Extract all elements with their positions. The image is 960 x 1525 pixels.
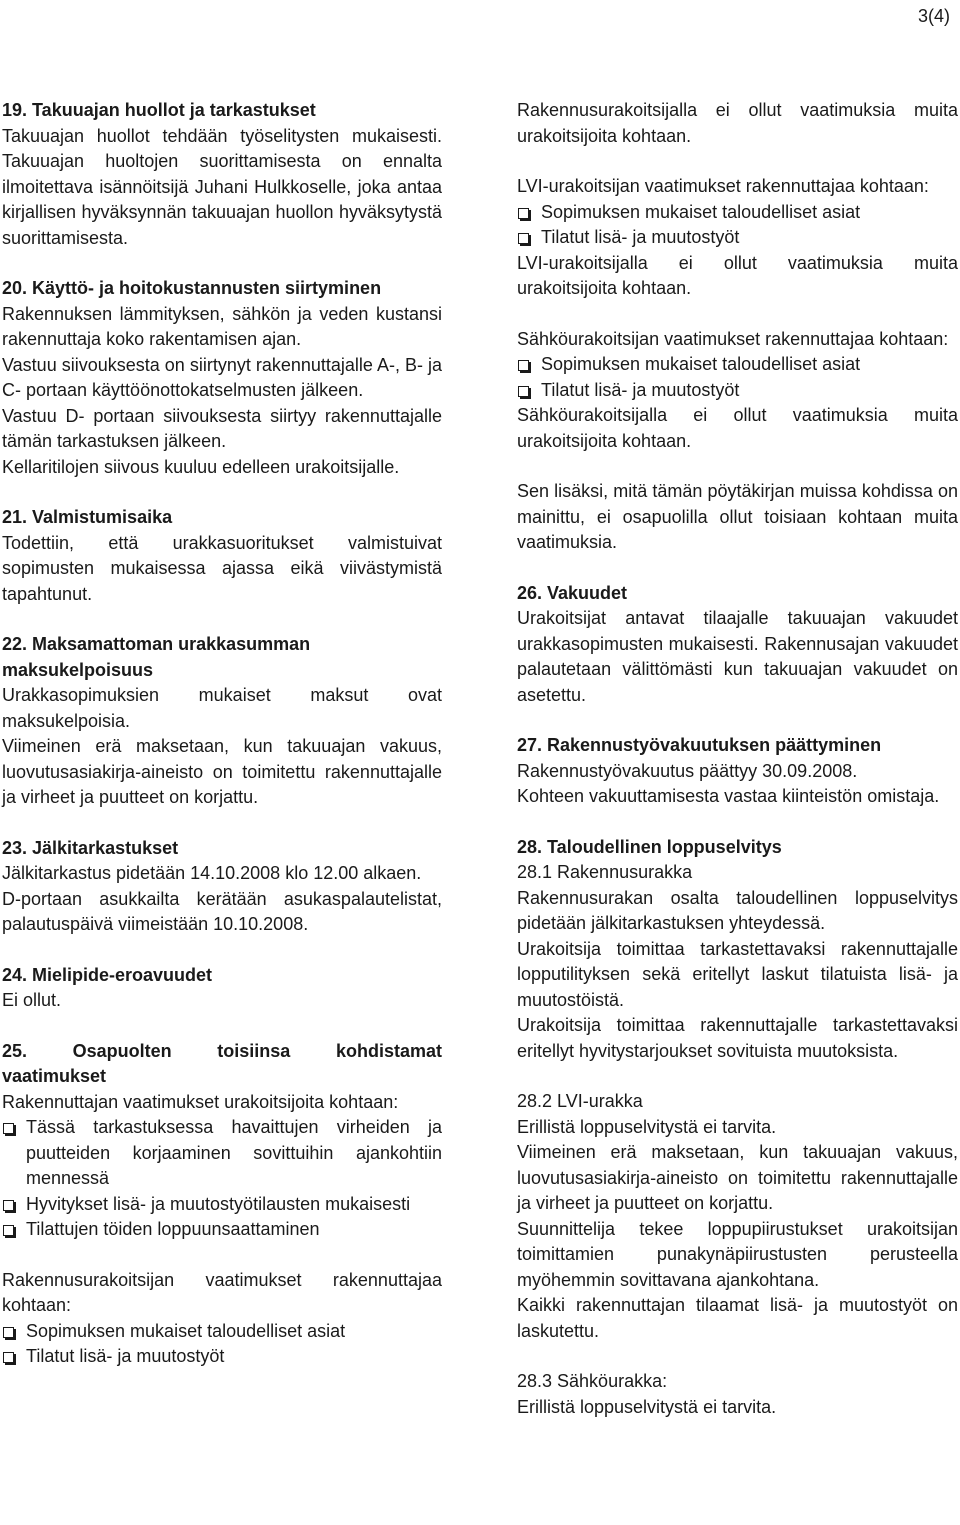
section-27-p1: Rakennustyövakuutus päättyy 30.09.2008.: [517, 760, 858, 781]
rakennusurakoitsija-note: Rakennusurakoitsijalla ei ollut vaatimuksia muita urakoitsijoita kohtaan.: [517, 100, 958, 146]
checkbox-item: Tilatut lisä- ja muutostyöt: [517, 378, 958, 404]
section-20-heading: 20. Käyttö- ja hoitokustannusten siirtyminen: [2, 278, 382, 298]
section-28-2-p2: Viimeinen erä maksetaan, kun takuuajan vakuus, luovutusasiakirja-aineisto on toimitettu rakennuttajalle ja virheet ja puutteet on korjattu.: [517, 1142, 958, 1213]
section-25-heading-line2: vaatimukset: [2, 1066, 107, 1086]
section-21-heading: 21. Valmistumisaika: [2, 507, 173, 527]
page-number: 3(4): [917, 6, 950, 26]
sahko-note: Sähköurakoitsijalla ei ollut vaatimuksia muita urakoitsijoita kohtaan.: [517, 405, 958, 451]
section-22-p1: Urakkasopimuksien mukaiset maksut ovat maksukelpoisia.: [2, 685, 442, 731]
section-27-p2: Kohteen vakuuttamisesta vastaa kiinteistön omistaja.: [517, 786, 940, 806]
section-24-heading: 24. Mielipide-eroavuudet: [2, 964, 213, 985]
checkbox-item: Tässä tarkastuksessa havaittujen virheiden ja puutteiden korjaaminen sovittuihin ajankohtiin mennessä: [2, 1115, 442, 1192]
section-20-p2: Vastuu siivouksesta on siirtynyt rakennuttajalle A-, B- ja C- portaan käyttöönottokatselmusten jälkeen.: [2, 354, 442, 400]
section-19-body: Takuuajan huollot tehdään työselitysten mukaisesti. Takuuajan huoltojen suorittamisesta on ennalta ilmoitettava isännöitsijä Juhani Hulkkoselle, joka antaa kirjallisen hyväksynnän takuuajan huollon hyväksytystä suorittamisesta.: [2, 125, 442, 248]
section-24-body: Ei ollut.: [2, 990, 62, 1010]
section-22-p2: Viimeinen erä maksetaan, kun takuuajan vakuus, luovutusasiakirja-aineisto on toimitettu rakennuttajalle ja virheet ja puutteet on korjattu.: [2, 736, 442, 807]
section-28-1-p3: Urakoitsija toimittaa rakennuttajalle tarkastettavaksi eritellyt hyvitystarjoukset sovituista muutoksista.: [517, 1015, 958, 1061]
checkbox-item: Sopimuksen mukaiset taloudelliset asiat: [2, 1319, 442, 1345]
section-20-p1: Rakennuksen lämmityksen, sähkön ja veden kustansi rakennuttaja koko rakentamisen ajan.: [2, 303, 442, 349]
section-27-heading: 27. Rakennustyövakuutuksen päättyminen: [517, 735, 882, 755]
section-19-heading: 19. Takuuajan huollot ja tarkastukset: [2, 100, 316, 120]
section-25-heading-w1: Osapuolten: [72, 1040, 172, 1061]
rakennusurakoitsija-intro: Rakennusurakoitsijan vaatimukset rakennuttajaa kohtaan:: [2, 1269, 442, 1315]
section-26-body: Urakoitsijat antavat tilaajalle takuuajan vakuudet urakkasopimusten mukaisesti. Rakennusajan vakuudet palautetaan välittömästi kun takuuajan vakuudet on asetettu.: [517, 608, 958, 705]
lvi-intro: LVI-urakoitsijan vaatimukset rakennuttajaa kohtaan:: [517, 176, 929, 196]
left-column: [2, 98, 442, 1370]
section-23-p1: Jälkitarkastus pidetään 14.10.2008 klo 12.00 alkaen.: [2, 863, 422, 883]
section-25-heading-w3: kohdistamat: [335, 1040, 442, 1061]
section-28-1-p1: Rakennusurakan osalta taloudellinen loppuselvitys pidetään jälkitarkastuksen yhteydessä.: [517, 887, 958, 933]
section-20-p3: Vastuu D- portaan siivouksesta siirtyy rakennuttajalle tämän tarkastuksen jälkeen.: [2, 405, 442, 451]
section-22-heading: 22. Maksamattoman urakkasumman maksukelpoisuus: [2, 634, 311, 680]
section-25-heading-num: 25.: [2, 1040, 28, 1061]
section-28-heading: 28. Taloudellinen loppuselvitys: [517, 836, 782, 857]
section-28-2-title: 28.2 LVI-urakka: [517, 1091, 643, 1111]
section-26-heading: 26. Vakuudet: [517, 582, 628, 603]
section-28-2-p1: Erillistä loppuselvitystä ei tarvita.: [517, 1116, 777, 1137]
section-25-heading: [2, 1039, 442, 1065]
checkbox-item: Sopimuksen mukaiset taloudelliset asiat: [517, 200, 958, 226]
lvi-note: LVI-urakoitsijalla ei ollut vaatimuksia muita urakoitsijoita kohtaan.: [517, 252, 958, 298]
section-25-closing: Sen lisäksi, mitä tämän pöytäkirjan muissa kohdissa on mainittu, ei osapuolilla ollut toisiaan kohtaan muita vaatimuksia.: [517, 481, 958, 552]
section-28-3-title: 28.3 Sähköurakka:: [517, 1371, 668, 1391]
section-21-body: Todettiin, että urakkasuoritukset valmistuivat sopimusten mukaisessa ajassa eikä viivästymistä tapahtunut.: [2, 532, 442, 604]
section-25-heading-w2: toisiinsa: [217, 1040, 291, 1061]
rakennuttaja-intro: Rakennuttajan vaatimukset urakoitsijoita kohtaan:: [2, 1091, 399, 1112]
section-28-2-p4: Kaikki rakennuttajan tilaamat lisä- ja muutostyöt on laskutettu.: [517, 1295, 958, 1341]
section-23-heading: 23. Jälkitarkastukset: [2, 837, 179, 858]
section-28-1-title: 28.1 Rakennusurakka: [517, 862, 693, 882]
right-column: [517, 98, 958, 1420]
section-28-1-p2: Urakoitsija toimittaa tarkastettavaksi rakennuttajalle lopputilityksen sekä eritellyt laskut tilatuista lisä- ja muutostöistä.: [517, 938, 958, 1010]
section-23-p2: D-portaan asukkailta kerätään asukaspalautelistat, palautuspäivä viimeistään 10.10.2008.: [2, 888, 442, 934]
checkbox-item: Tilattujen töiden loppuunsaattaminen: [2, 1217, 442, 1243]
checkbox-item: Hyvitykset lisä- ja muutostyötilausten mukaisesti: [2, 1192, 442, 1218]
section-20-p4: Kellaritilojen siivous kuuluu edelleen urakoitsijalle.: [2, 456, 400, 477]
section-28-3-p1: Erillistä loppuselvitystä ei tarvita.: [517, 1396, 777, 1417]
checkbox-item: Sopimuksen mukaiset taloudelliset asiat: [517, 352, 958, 378]
section-28-2-p3: Suunnittelija tekee loppupiirustukset urakoitsijan toimittamien punakynäpiirustusten perusteella myöhemmin sovittavana ajankohtana.: [517, 1218, 958, 1290]
sahko-intro: Sähköurakoitsijan vaatimukset rakennuttajaa kohtaan:: [517, 328, 949, 349]
checkbox-item: Tilatut lisä- ja muutostyöt: [517, 225, 958, 251]
checkbox-item: Tilatut lisä- ja muutostyöt: [2, 1344, 442, 1370]
